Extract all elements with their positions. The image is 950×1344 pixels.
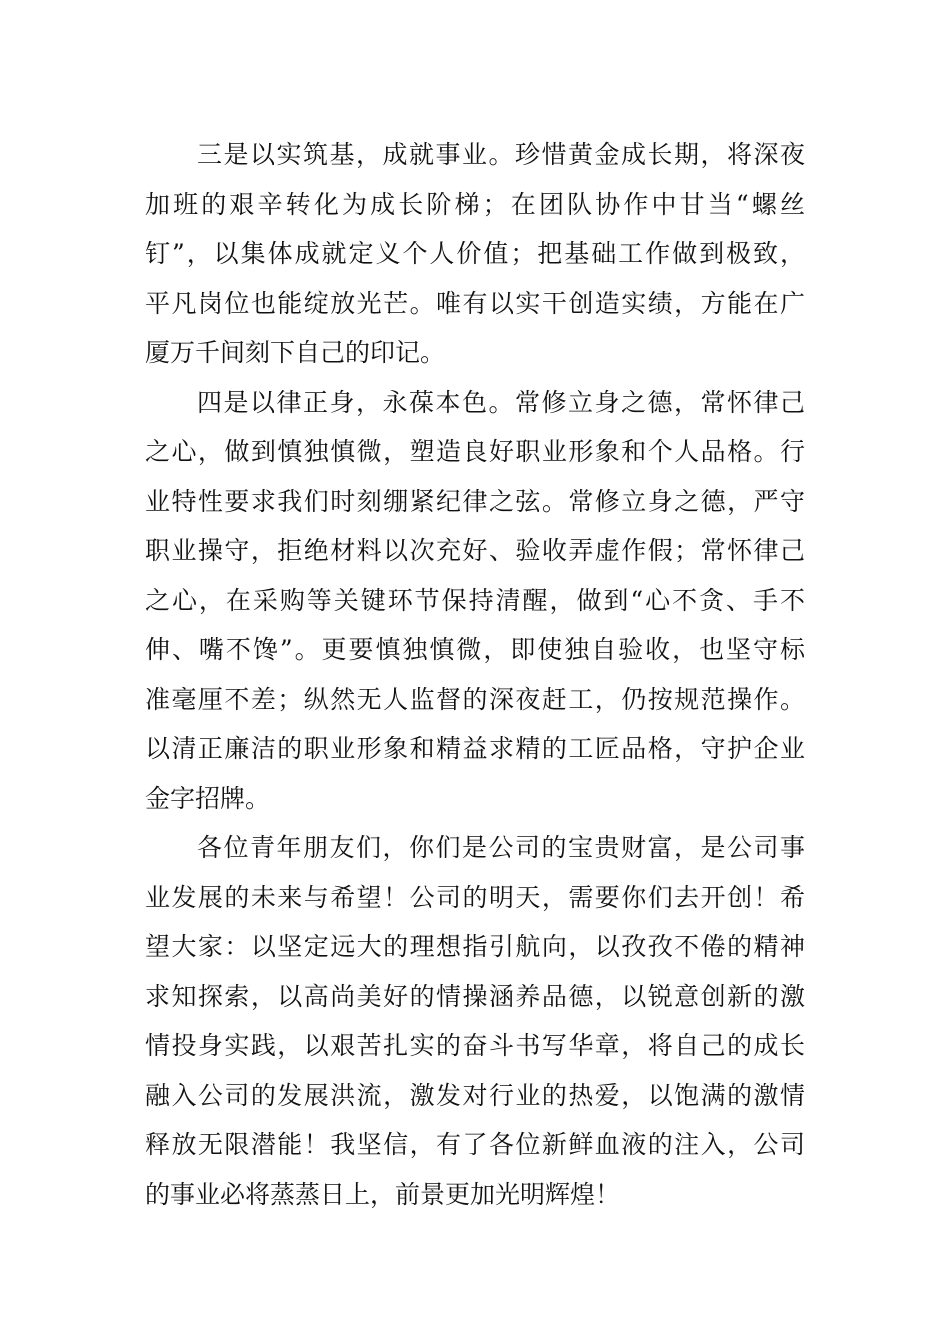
paragraph-line: 以清正廉洁的职业形象和精益求精的工匠品格，守护企业: [145, 734, 805, 763]
paragraph-line: 释放无限潜能！我坚信，有了各位新鲜血液的注入，公司: [145, 1130, 805, 1159]
paragraph-line: 职业操守，拒绝材料以次充好、验收弄虚作假；常怀律己: [145, 536, 805, 565]
paragraph-line: 之心，做到慎独慎微，塑造良好职业形象和个人品格。行: [145, 437, 805, 466]
paragraph-line: 各位青年朋友们，你们是公司的宝贵财富，是公司事: [197, 833, 805, 862]
paragraph-line: 之心，在采购等关键环节保持清醒，做到“心不贪、手不: [145, 585, 805, 615]
paragraph-line: 钉”，以集体成就定义个人价值；把基础工作做到极致，: [145, 239, 805, 268]
paragraph-line: 平凡岗位也能绽放光芒。唯有以实干创造实绩，方能在广: [145, 288, 805, 318]
paragraph: [145, 823, 805, 1219]
paragraph-line: 业发展的未来与希望！公司的明天，需要你们去开创！希: [145, 882, 805, 912]
paragraph-line: 金字招牌。: [145, 783, 271, 813]
paragraph-line: 伸、嘴不馋”。更要慎独慎微，即使独自验收，也坚守标: [145, 635, 805, 664]
paragraph-line: 求知探索，以高尚美好的情操涵养品德，以锐意创新的激: [145, 981, 805, 1011]
paragraph: [145, 130, 805, 378]
paragraph-line: 厦万千间刻下自己的印记。: [145, 338, 446, 367]
paragraph-line: 情投身实践，以艰苦扎实的奋斗书写华章，将自己的成长: [145, 1031, 805, 1060]
paragraph-line: 融入公司的发展洪流，激发对行业的热爱，以饱满的激情: [145, 1080, 805, 1110]
document-body: [145, 130, 805, 1219]
paragraph-line: 准毫厘不差；纵然无人监督的深夜赶工，仍按规范操作。: [145, 684, 805, 714]
paragraph-line: 的事业必将蒸蒸日上，前景更加光明辉煌！: [145, 1179, 621, 1209]
paragraph-line: 望大家：以坚定远大的理想指引航向，以孜孜不倦的精神: [145, 932, 805, 961]
paragraph-line: 加班的艰辛转化为成长阶梯；在团队协作中甘当“螺丝: [145, 189, 805, 219]
paragraph-line: 三是以实筑基，成就事业。珍惜黄金成长期，将深夜: [197, 140, 805, 169]
paragraph-line: 四是以律正身，永葆本色。常修立身之德，常怀律己: [197, 387, 805, 417]
paragraph: [145, 378, 805, 824]
paragraph-line: 业特性要求我们时刻绷紧纪律之弦。常修立身之德，严守: [145, 486, 805, 516]
